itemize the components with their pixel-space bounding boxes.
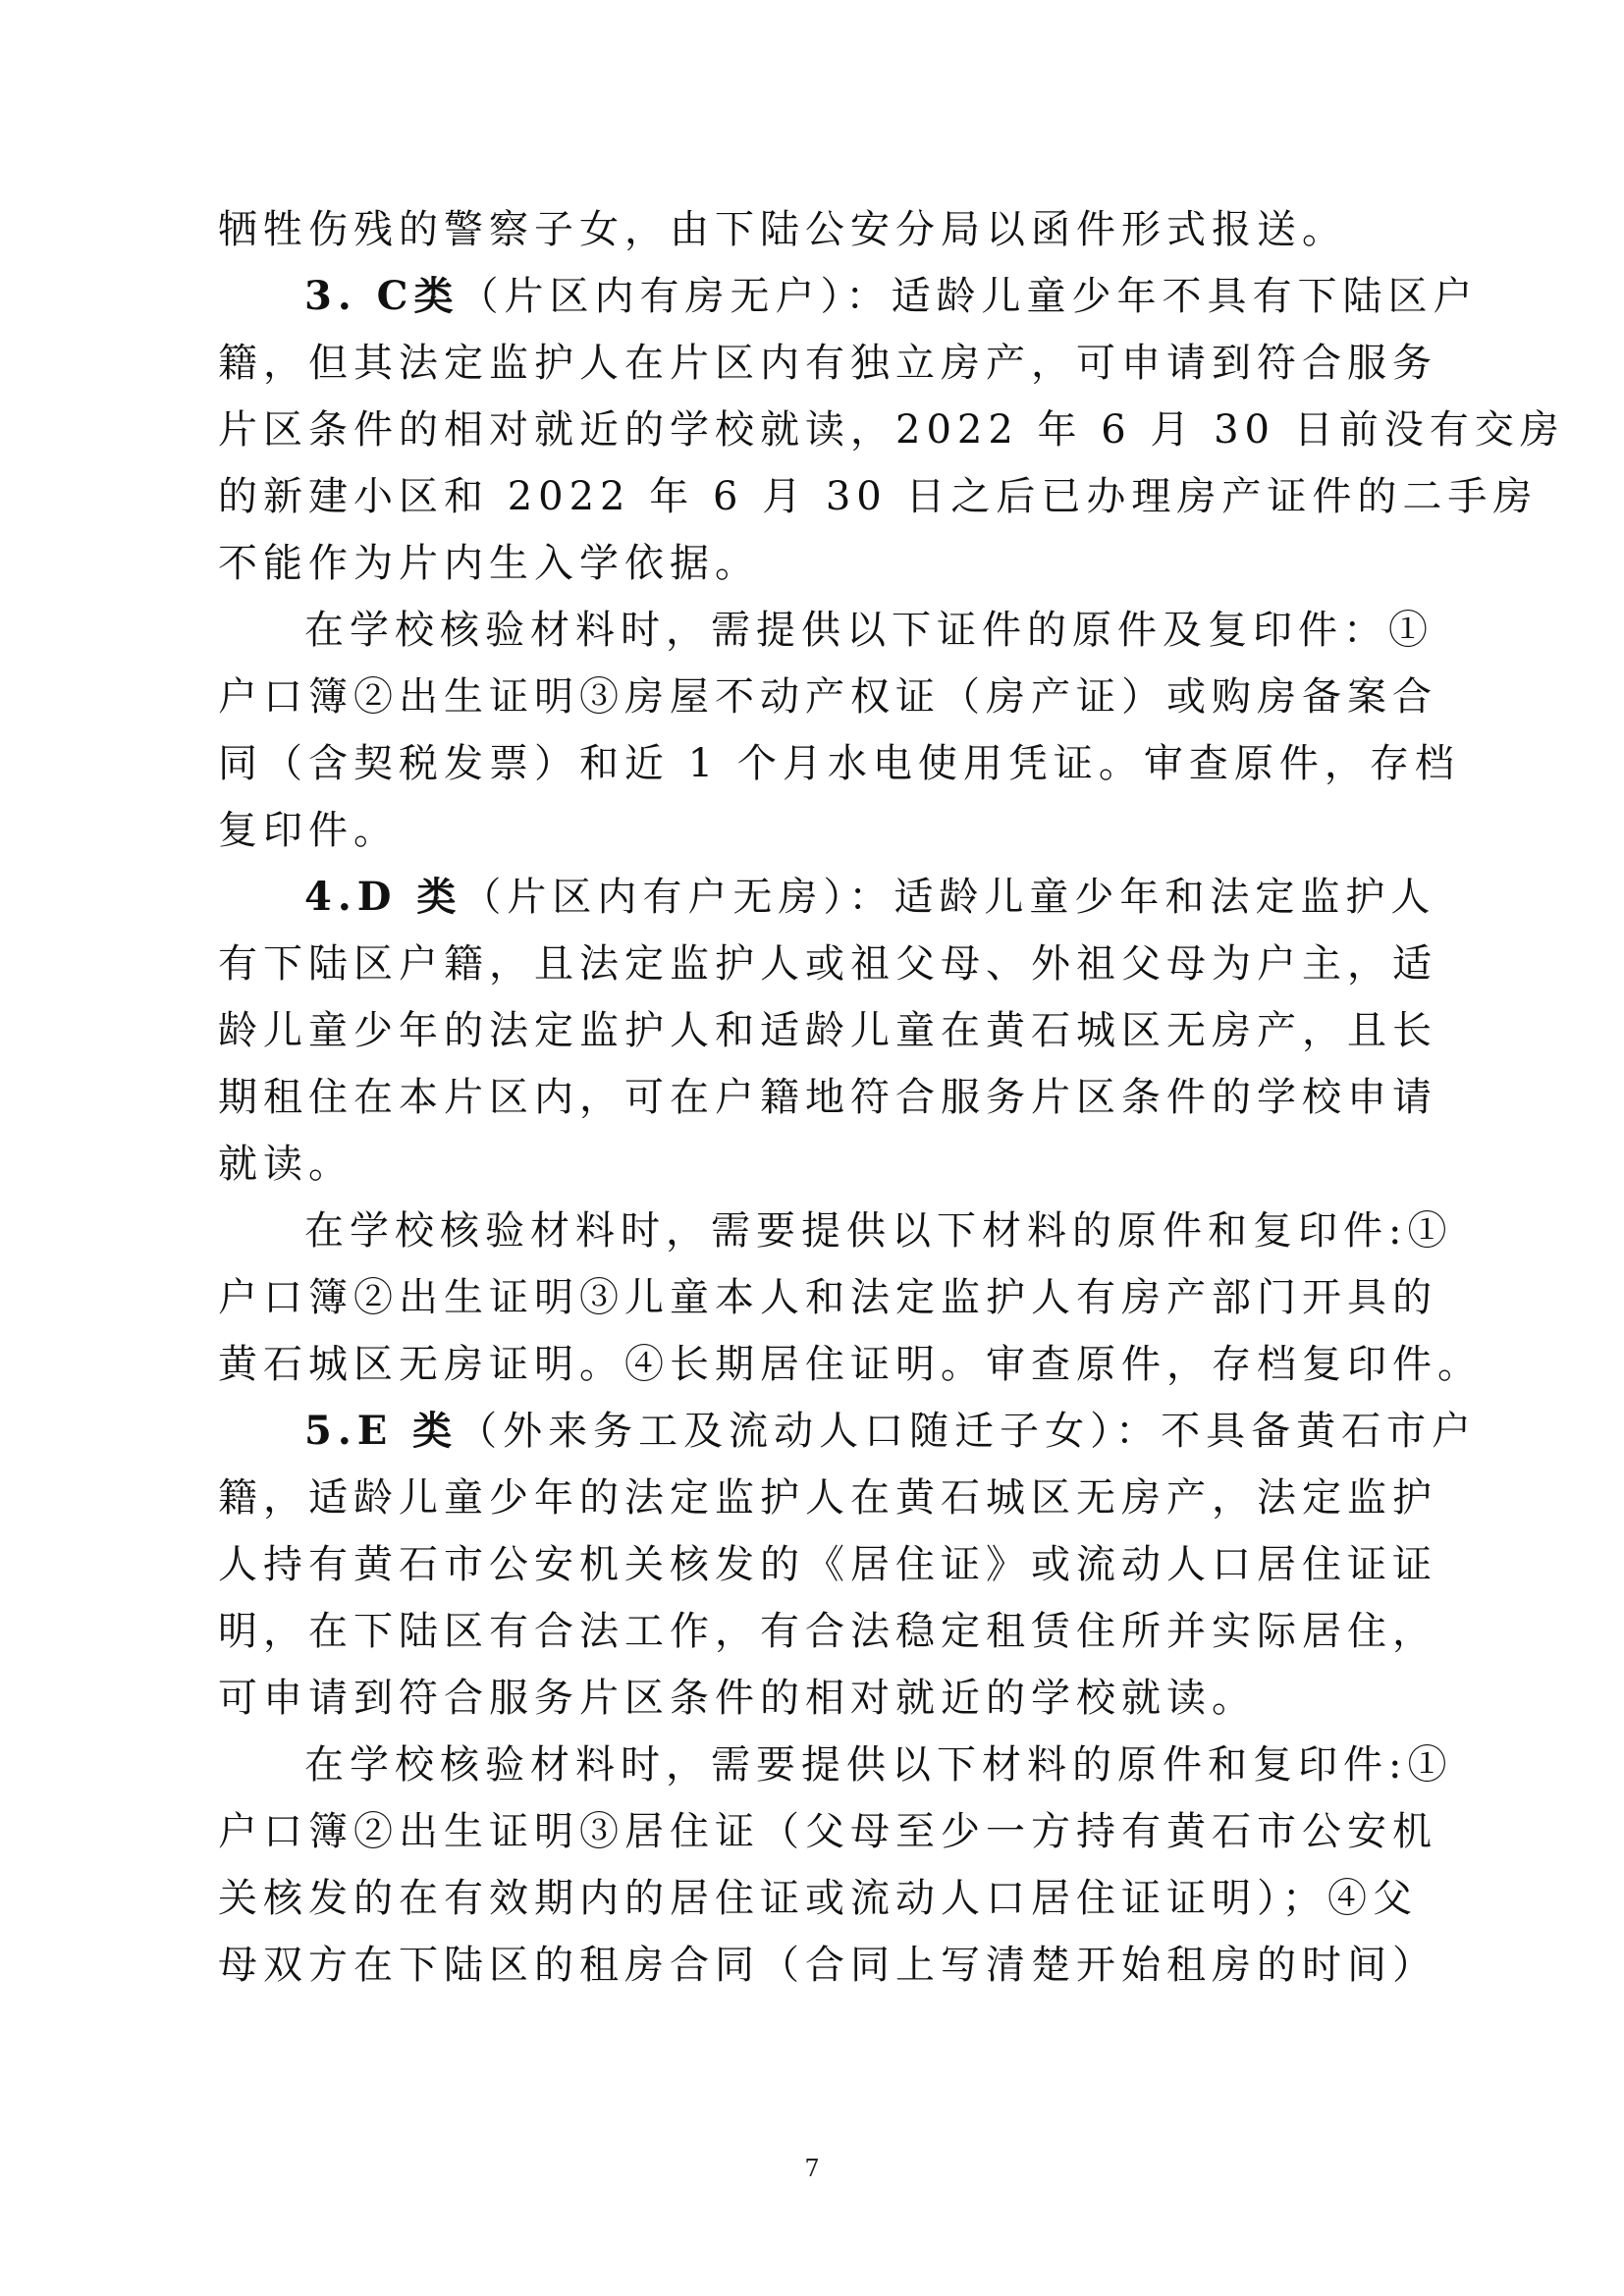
- text-line: [218, 1732, 1453, 1798]
- line-text: 有下陆区户籍，且法定监护人或祖父母、外祖父母为户主，适: [218, 941, 1437, 987]
- line-text: 可申请到符合服务片区条件的相对就近的学校就读。: [218, 1676, 1257, 1721]
- line-text: 母双方在下陆区的租房合同（合同上写清楚开始租房的时间）: [218, 1943, 1437, 1988]
- text-line: [218, 1932, 1437, 1999]
- text-line: [218, 864, 1436, 931]
- text-line: [218, 931, 1437, 997]
- text-line: [218, 664, 1437, 730]
- line-text: 籍，但其法定监护人在片区内有独立房产，可申请到符合服务: [218, 341, 1437, 386]
- text-line: [218, 1798, 1437, 1865]
- text-line: [218, 530, 1424, 597]
- category-heading-e: 5.E 类: [304, 1408, 459, 1454]
- line-text: 户口簿②出生证明③房屋不动产权证（房产证）或购房备案合: [218, 674, 1437, 720]
- line-text: 牺牲伤残的警察子女，由下陆公安分局以函件形式报送。: [218, 207, 1347, 252]
- line-text: 人持有黄石市公安机关核发的《居住证》或流动人口居住证证: [218, 1542, 1437, 1587]
- line-text: 同（含契税发票）和近 1 个月水电使用凭证。审查原件，存档: [218, 741, 1460, 786]
- line-text: 不能作为片内生入学依据。: [218, 541, 760, 586]
- text-line: [218, 997, 1437, 1064]
- text-line: [218, 263, 1479, 330]
- text-line: [218, 1264, 1437, 1331]
- line-text: （外来务工及流动人口随迁子女）：不具备黄石市户: [458, 1409, 1478, 1454]
- text-line: [218, 1331, 1483, 1398]
- text-line: [218, 463, 1539, 530]
- line-text: 在学校核验材料时，需要提供以下材料的原件和复印件:①: [304, 1208, 1453, 1254]
- document-body: [218, 196, 1565, 1999]
- line-text: 黄石城区无房证明。④长期居住证明。审查原件，存档复印件。: [218, 1342, 1483, 1387]
- line-text: 在学校核验材料时，需提供以下证件的原件及复印件：①: [304, 608, 1434, 653]
- line-text: 的新建小区和 2022 年 6 月 30 日之后已办理房产证件的二手房: [218, 474, 1539, 519]
- line-text: 期租住在本片区内，可在户籍地符合服务片区条件的学校申请: [218, 1075, 1437, 1120]
- line-text: 明，在下陆区有合法工作，有合法稳定租赁住所并实际居住，: [218, 1609, 1437, 1654]
- line-text: 户口簿②出生证明③儿童本人和法定监护人有房产部门开具的: [218, 1275, 1437, 1320]
- text-line: [218, 196, 1424, 263]
- line-text: 户口簿②出生证明③居住证（父母至少一方持有黄石市公安机: [218, 1809, 1437, 1854]
- category-heading-d: 4.D 类: [304, 874, 462, 920]
- line-text: 复印件。: [218, 808, 399, 853]
- line-text: 龄儿童少年的法定监护人和适龄儿童在黄石城区无房产，且长: [218, 1008, 1437, 1053]
- text-line: [218, 1064, 1437, 1131]
- text-line: [218, 397, 1565, 463]
- category-heading-c: 3. C类: [304, 273, 460, 319]
- text-line: [218, 1465, 1437, 1531]
- line-text: 就读。: [218, 1142, 353, 1187]
- line-text: 关核发的在有效期内的居住证或流动人口居住证证明）；④父: [218, 1876, 1418, 1921]
- line-text: （片区内有户无房）：适龄儿童少年和法定监护人: [461, 875, 1436, 920]
- text-line: [218, 1531, 1437, 1598]
- line-text: （片区内有房无户）：适龄儿童少年不具有下陆区户: [459, 274, 1479, 319]
- text-line: [218, 330, 1437, 397]
- text-line: [218, 730, 1460, 797]
- page-number: 7: [804, 2155, 820, 2182]
- line-text: 在学校核验材料时，需要提供以下材料的原件和复印件:①: [304, 1742, 1453, 1788]
- text-line: [218, 1398, 1478, 1465]
- text-line: [218, 1131, 1424, 1198]
- text-line: [218, 1598, 1437, 1665]
- text-line: [218, 1198, 1453, 1264]
- text-line: [218, 797, 1424, 864]
- line-text: 籍，适龄儿童少年的法定监护人在黄石城区无房产，法定监护: [218, 1475, 1437, 1521]
- line-text: 片区条件的相对就近的学校就读，2022 年 6 月 30 日前没有交房: [218, 407, 1565, 453]
- text-line: [218, 597, 1434, 664]
- text-line: [218, 1865, 1424, 1932]
- text-line: [218, 1665, 1424, 1732]
